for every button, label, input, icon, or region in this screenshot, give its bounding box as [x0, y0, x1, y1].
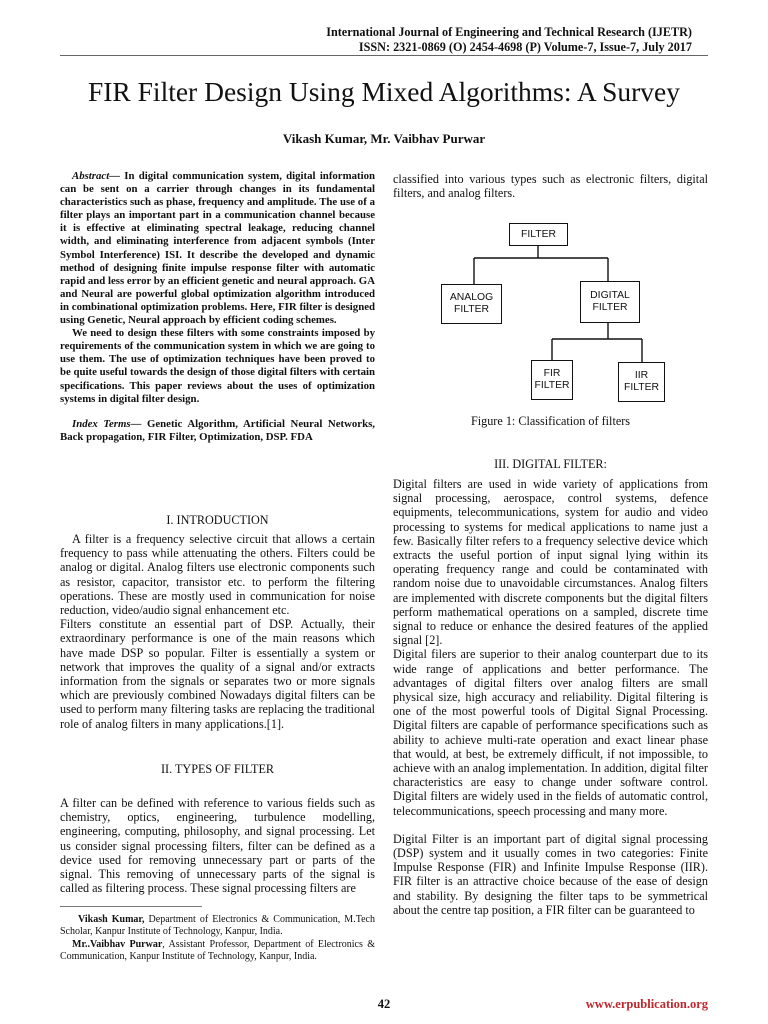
iir-label-line-2: FILTER	[623, 382, 660, 393]
analog-filter-label	[450, 292, 493, 316]
section-heading-digital-filter: III. DIGITAL FILTER:	[494, 457, 607, 471]
index-terms-label: Index Terms—	[72, 417, 142, 430]
digital-filter-body	[393, 477, 708, 917]
digital-filter-box	[580, 281, 640, 323]
digital-paragraph-3: Digital Filter is an important part of digital signal processing (DSP) system and it usually comes in two categories: Finite Impulse Response (FIR) and Infinite Impulse Response (IIR). FIR filter is an attractive choice because of the ease of design and stability. By designing the filter taps to be symmetrical about the centre tap position, a FIR filter can be guaranteed to	[393, 831, 708, 917]
paper-authors: Vikash Kumar, Mr. Vaibhav Purwar	[282, 131, 486, 146]
filter-box-label: FILTER	[520, 228, 557, 240]
index-terms	[60, 418, 375, 444]
analog-label-line-1: ANALOG	[449, 292, 494, 303]
index-terms-text: Genetic Algorithm, Artificial Neural Networks, Back propagation, FIR Filter, Optimization, DSP. FDA	[60, 417, 375, 443]
figure-caption: Figure 1: Classification of filters	[470, 414, 631, 428]
filter-box	[509, 223, 568, 246]
digital-paragraph-1: Digital filters are used in wide variety of applications from signal processing, aerospace, control systems, defence equipments, telecommunications, system for audio and video processing to systems for medical applications to name just a few. Basically filter refers to a frequency selective device which extracts the useful portion of input signal lying within its operating frequency range and could be contaminated with random noise due to unavoidable circumstances. Analog filters are implemented with discrete components but the digital filters perform mathematical operations on a sampled, discrete time signal to reduce or enhance the desired features of the applied signal [2].	[393, 477, 708, 648]
abstract-paragraph-2: We need to design these filters with some constraints imposed by requirements of the communication system in which we are going to use them. The use of optimization techniques have been proved to be quite useful towards the design of those digital filters with certain specifications. This paper reviews about the uses of optimization systems in digital filter design.	[60, 327, 375, 405]
footnote-1	[60, 914, 375, 939]
footnote-1-text: Department of Electronics & Communication, M.Tech Scholar, Kanpur Institute of Technology, Kanpur, India.	[60, 914, 375, 938]
footnotes	[60, 914, 375, 964]
issn-line: ISSN: 2321-0869 (O) 2454-4698 (P) Volume-7, Issue-7, July 2017	[358, 40, 692, 54]
footnote-2-name: Mr..Vaibhav Purwar	[72, 938, 163, 950]
fir-label-line-2: FILTER	[534, 380, 570, 391]
fir-filter-label	[534, 368, 569, 392]
abstract-label: Abstract—	[72, 170, 120, 182]
paper-title: FIR Filter Design Using Mixed Algorithms: A Survey	[87, 76, 681, 107]
digital-label-line-2: FILTER	[592, 302, 628, 313]
footnote-2	[60, 939, 375, 964]
page-number: 42	[377, 997, 391, 1011]
footnote-2-text: , Assistant Professor, Department of Electronics & Communication, Kanpur Institute of Technology, Kanpur, India.	[60, 938, 375, 963]
iir-filter-box	[618, 362, 665, 402]
iir-label-line-1: IIR	[634, 370, 649, 381]
digital-filter-label	[590, 290, 630, 314]
fir-label-line-1: FIR	[543, 368, 561, 379]
introduction-body	[60, 532, 375, 731]
digital-label-line-1: DIGITAL	[590, 290, 630, 301]
types-continued: classified into various types such as electronic filters, digital filters, and analog filters.	[393, 172, 708, 201]
footnote-1-name: Vikash Kumar,	[78, 914, 145, 925]
abstract-text: In digital communication system, digital information can be sent on a carrier through changes in its fundamental characteristics such as phase, frequency and amplitude. The use of a filter plays an important part in a communication channel because it is effective at eliminating spectral leakage, reducing channel width, and eliminating interference from adjacent symbols (Inter Symbol Interference) ISI. It describe the developed and dynamic method of designing finite impulse response filter with automatic rapid and less error by an efficient genetic and neural approach. GA and Neural are powerful global optimization algorithm introduced in combinational optimization problems. Here, FIR filter is designed using Genetic, Neural approach by efficient coding schemes.	[60, 170, 375, 327]
digital-paragraph-2: Digital filers are superior to their analog counterpart due to its wide range of applications and better performance. The advantages of digital filters over analog filters are small physical size, high accuracy and reliability. Digital filtering is one of the most powerful tools of Digital Signal Processing. Digital filters are capable of performance specifications such as ability to achieve multi-rate operation and exact linear phase that would, at best, be extremely difficult, if not impossible, to achieve with an analog implementation. In addition, digital filter characteristics are easy to change under software control. Digital filters are widely used in the fields of automatic control, telecommunications, speech processing and many more.	[393, 647, 708, 818]
filter-classification-figure	[393, 215, 708, 410]
footnote-rule	[60, 906, 202, 907]
intro-paragraph-1: A filter is a frequency selective circuit that allows a certain frequency to pass while attenuating the others. Filters could be analog or digital. Analog filters use electronic components such as resistor, capacitor, transistor etc. to perform the filtering operations. These are mostly used in communication for noise reduction, video/audio signal enhancement etc.	[60, 532, 375, 618]
analog-filter-box	[441, 284, 502, 324]
publisher-url[interactable]: www.erpublication.org	[585, 997, 708, 1011]
header-rule	[60, 55, 708, 56]
types-paragraph-1: A filter can be defined with reference to various fields such as chemistry, optics, engineering, turbulence modelling, engineering, computing, philosophy, and signal processing. Let us consider signal processing filters, filter can be defined as a device used for removing unnecessary part or parts of the signal. This removing of unnecessary parts of the signal is called as filtering process. These signal processing filters are	[60, 796, 375, 896]
section-heading-introduction: I. INTRODUCTION	[166, 513, 269, 527]
types-body	[60, 796, 375, 895]
fir-filter-box	[531, 360, 573, 400]
iir-filter-label	[624, 370, 659, 394]
journal-name: International Journal of Engineering and Technical Research (IJETR)	[326, 25, 692, 39]
left-column	[60, 170, 375, 444]
intro-paragraph-2: Filters constitute an essential part of DSP. Actually, their extraordinary performance is one of the main reasons which have made DSP so popular. Filter is essentially a system or network that improves the quality of a signal and/or extracts information from the signals or separates two or more signals which are previously combined Nowadays digital filters can be used to perform many filtering tasks are replacing the traditional role of analog filters in many applications.[1].	[60, 617, 375, 731]
analog-label-line-2: FILTER	[453, 304, 490, 315]
abstract-paragraph	[60, 170, 375, 327]
section-heading-types: II. TYPES OF FILTER	[160, 762, 275, 776]
